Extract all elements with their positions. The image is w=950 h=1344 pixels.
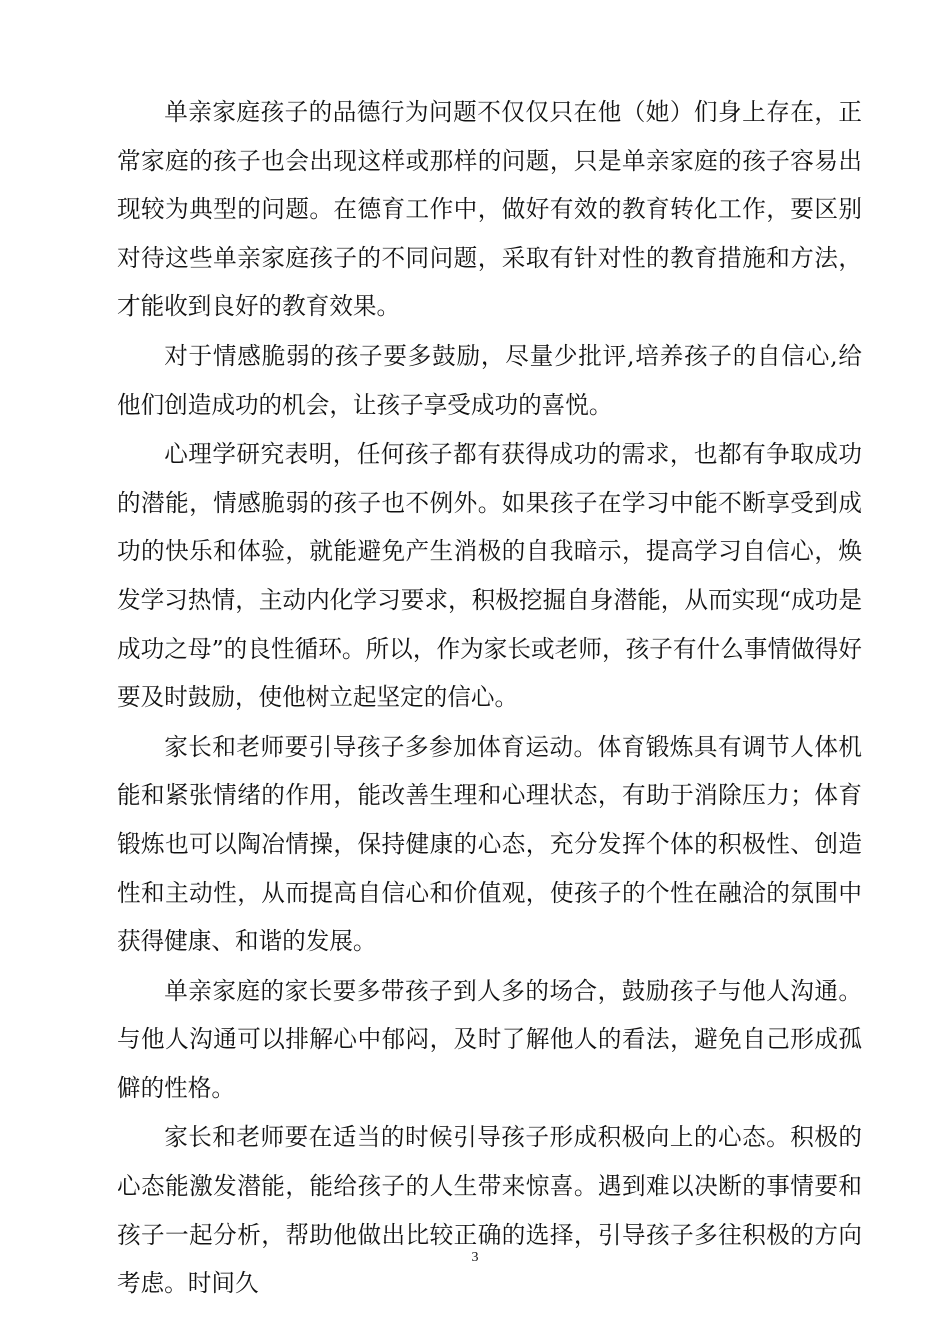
paragraph-encourage-fragile: 对于情感脆弱的孩子要多鼓励，尽量少批评,培养孩子的自信心,给他们创造成功的机会，让孩子享受成功的喜悦。 [117,341,862,419]
page-number: 3 [471,1250,479,1265]
paragraph-single-parent-issues: 单亲家庭孩子的品德行为问题不仅仅只在他（她）们身上存在，正常家庭的孩子也会出现这样或那样的问题，只是单亲家庭的孩子容易出现较为典型的问题。在德育工作中，做好有效的教育转化工作，要区别对待这些单亲家庭孩子的不同问题，采取有针对性的教育措施和方法，才能收到良好的教育效果。 [117,98,862,321]
paragraph-communication: 单亲家庭的家长要多带孩子到人多的场合，鼓励孩子与他人沟通。与他人沟通可以排解心中郁闷，及时了解他人的看法，避免自己形成孤僻的性格。 [117,976,862,1102]
document-body [117,88,862,1309]
paragraph-positive-attitude: 家长和老师要在适当的时候引导孩子形成积极向上的心态。积极的心态能激发潜能，能给孩子的人生带来惊喜。遇到难以决断的事情要和孩子一起分析，帮助他做出比较正确的选择，引导孩子多往积极的方向考虑。时间久 [117,1123,862,1298]
paragraph-sports: 家长和老师要引导孩子多参加体育运动。体育锻炼具有调节人体机能和紧张情绪的作用，能改善生理和心理状态，有助于消除压力；体育锻炼也可以陶冶情操，保持健康的心态，充分发挥个体的积极性、创造性和主动性，从而提高自信心和价值观，使孩子的个性在融洽的氛围中获得健康、和谐的发展。 [117,732,862,956]
paragraph-psychology-research: 心理学研究表明，任何孩子都有获得成功的需求，也都有争取成功的潜能，情感脆弱的孩子也不例外。如果孩子在学习中能不断享受到成功的快乐和体验，就能避免产生消极的自我暗示，提高学习自信心，焕发学习热情，主动内化学习要求，积极挖掘自身潜能，从而实现“成功是成功之母”的良性循环。所以，作为家长或老师，孩子有什么事情做得好要及时鼓励，使他树立起坚定的信心。 [117,440,862,712]
